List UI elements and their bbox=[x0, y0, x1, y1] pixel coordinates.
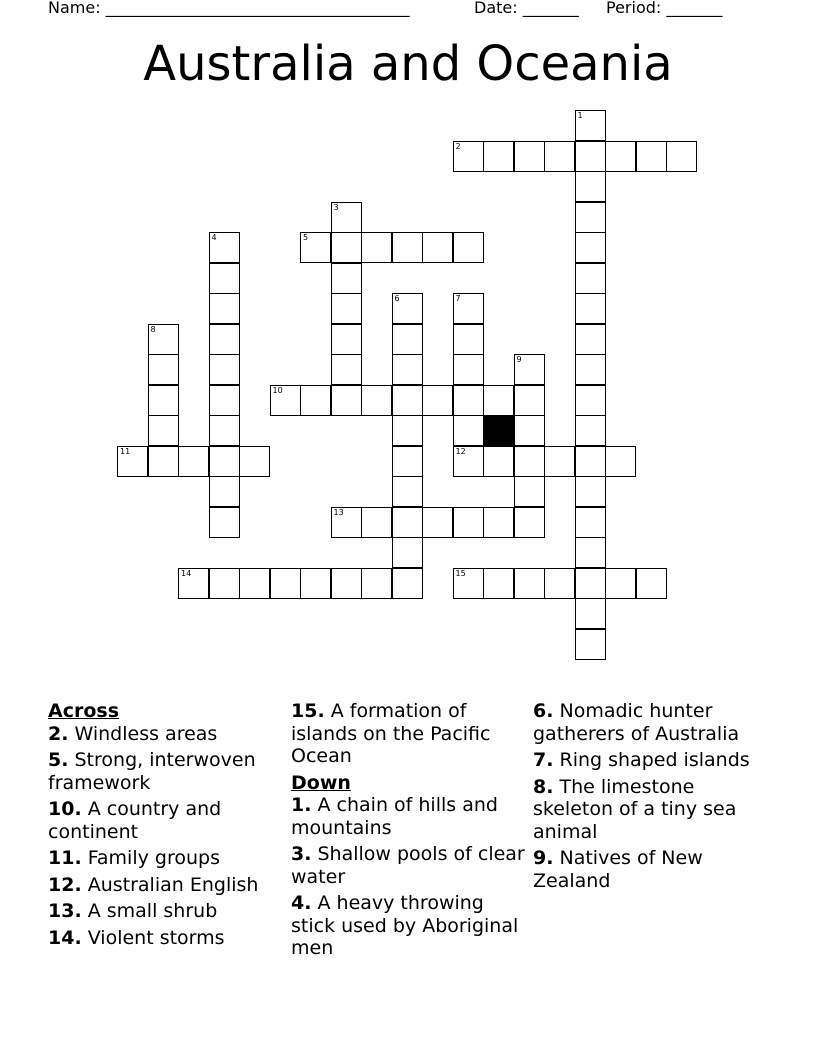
crossword-cell[interactable] bbox=[636, 568, 667, 599]
crossword-cell[interactable] bbox=[514, 446, 545, 477]
crossword-cell[interactable] bbox=[300, 232, 331, 263]
across-clue bbox=[48, 927, 282, 950]
crossword-cell[interactable] bbox=[148, 446, 179, 477]
crossword-cell[interactable] bbox=[392, 415, 423, 446]
crossword-cell[interactable] bbox=[453, 141, 484, 172]
crossword-cell[interactable] bbox=[575, 507, 606, 538]
clue-number: 2 bbox=[455, 141, 461, 151]
crossword-cell[interactable] bbox=[575, 568, 606, 599]
across-clue bbox=[48, 723, 282, 746]
crossword-cell[interactable] bbox=[209, 476, 240, 507]
crossword-cell[interactable] bbox=[300, 385, 331, 416]
clue-text: Natives of New Zealand bbox=[533, 847, 703, 892]
clue-text: A formation of islands on the Pacific Ocean bbox=[291, 700, 491, 767]
clue-number: 13 bbox=[333, 507, 344, 517]
crossword-cell[interactable] bbox=[453, 354, 484, 385]
page-title: Australia and Oceania bbox=[143, 36, 673, 92]
crossword-cell[interactable] bbox=[209, 232, 240, 263]
crossword-cell[interactable] bbox=[575, 324, 606, 355]
crossword-cell[interactable] bbox=[178, 568, 209, 599]
crossword-cell[interactable] bbox=[575, 446, 606, 477]
clues-column-1 bbox=[48, 700, 282, 953]
down-clue bbox=[533, 776, 767, 844]
crossword-cell[interactable] bbox=[270, 385, 301, 416]
clue-label-number: 15. bbox=[291, 700, 325, 722]
clue-label-number: 7. bbox=[533, 749, 554, 771]
down-clue bbox=[533, 749, 767, 772]
crossword-cell[interactable] bbox=[209, 415, 240, 446]
crossword-cell[interactable] bbox=[239, 446, 270, 477]
crossword-cell[interactable] bbox=[117, 446, 148, 477]
crossword-cell[interactable] bbox=[361, 568, 392, 599]
crossword-cell[interactable] bbox=[605, 568, 636, 599]
crossword-cell[interactable] bbox=[453, 293, 484, 324]
crossword-cell[interactable] bbox=[483, 568, 514, 599]
crossword-cell[interactable] bbox=[544, 568, 575, 599]
clue-text: Shallow pools of clear water bbox=[291, 843, 525, 888]
crossword-cell[interactable] bbox=[483, 446, 514, 477]
crossword-cell[interactable] bbox=[392, 507, 423, 538]
clue-label-number: 9. bbox=[533, 847, 554, 869]
crossword-cell[interactable] bbox=[575, 202, 606, 233]
crossword-cell[interactable] bbox=[605, 141, 636, 172]
clue-text: A small shrub bbox=[81, 900, 218, 922]
crossword-cell[interactable] bbox=[300, 568, 331, 599]
clue-text: Australian English bbox=[81, 873, 259, 896]
crossword-cell[interactable] bbox=[422, 232, 453, 263]
crossword-cell[interactable] bbox=[209, 324, 240, 355]
clue-label-number: 6. bbox=[533, 700, 554, 722]
crossword-cell[interactable] bbox=[331, 354, 362, 385]
across-clue bbox=[48, 749, 282, 794]
crossword-cell[interactable] bbox=[392, 232, 423, 263]
crossword-cell[interactable] bbox=[209, 507, 240, 538]
black-square bbox=[483, 415, 514, 446]
crossword-cell[interactable] bbox=[148, 415, 179, 446]
clue-label-number: 11. bbox=[48, 847, 82, 869]
clue-label-number: 14. bbox=[48, 926, 82, 949]
crossword-cell[interactable] bbox=[483, 507, 514, 538]
crossword-cell[interactable] bbox=[422, 385, 453, 416]
down-heading: Down bbox=[291, 771, 351, 794]
across-clue bbox=[48, 847, 282, 870]
crossword-cell[interactable] bbox=[392, 293, 423, 324]
clue-label-number: 1. bbox=[291, 794, 312, 816]
clue-label-number: 12. bbox=[48, 873, 82, 896]
crossword-cell[interactable] bbox=[575, 293, 606, 324]
crossword-cell[interactable] bbox=[514, 141, 545, 172]
clue-text: Windless areas bbox=[68, 722, 218, 745]
crossword-cell[interactable] bbox=[392, 385, 423, 416]
crossword-cell[interactable] bbox=[392, 568, 423, 599]
crossword-cell[interactable] bbox=[575, 598, 606, 629]
crossword-cell[interactable] bbox=[209, 354, 240, 385]
clue-label-number: 8. bbox=[533, 775, 554, 798]
clue-text: Ring shaped islands bbox=[553, 749, 750, 771]
name-field[interactable]: Name: ______________________________________ bbox=[48, 0, 410, 17]
crossword-cell[interactable] bbox=[270, 568, 301, 599]
clue-number: 7 bbox=[455, 294, 461, 303]
crossword-cell[interactable] bbox=[575, 385, 606, 416]
crossword-cell[interactable] bbox=[392, 537, 423, 568]
clue-text: A chain of hills and mountains bbox=[291, 794, 498, 839]
down-clue bbox=[291, 892, 525, 960]
clue-number: 10 bbox=[272, 385, 283, 395]
crossword-cell[interactable] bbox=[453, 446, 484, 477]
crossword-cell[interactable] bbox=[514, 476, 545, 507]
crossword-cell[interactable] bbox=[148, 354, 179, 385]
crossword-cell[interactable] bbox=[575, 141, 606, 172]
crossword-cell[interactable] bbox=[575, 263, 606, 294]
clue-label-number: 4. bbox=[291, 892, 312, 914]
crossword-cell[interactable] bbox=[453, 385, 484, 416]
clue-text: The limestone skeleton of a tiny sea animal bbox=[533, 775, 737, 843]
across-heading: Across bbox=[48, 700, 120, 722]
clue-label-number: 3. bbox=[291, 843, 312, 865]
crossword-cell[interactable] bbox=[575, 232, 606, 263]
crossword-cell[interactable] bbox=[453, 568, 484, 599]
crossword-cell[interactable] bbox=[178, 446, 209, 477]
clue-text: Strong, interwoven framework bbox=[48, 749, 256, 794]
clue-number: 12 bbox=[455, 446, 466, 456]
crossword-cell[interactable] bbox=[514, 415, 545, 446]
crossword-cell[interactable] bbox=[422, 507, 453, 538]
crossword-cell[interactable] bbox=[575, 629, 606, 660]
clue-number: 11 bbox=[120, 446, 131, 456]
crossword-cell[interactable] bbox=[331, 324, 362, 355]
crossword-cell[interactable] bbox=[453, 415, 484, 446]
clue-number: 3 bbox=[333, 202, 339, 212]
clue-number: 8 bbox=[150, 324, 156, 334]
crossword-cell[interactable] bbox=[605, 446, 636, 477]
clue-number: 1 bbox=[577, 111, 583, 120]
down-clue bbox=[291, 843, 525, 888]
crossword-cell[interactable] bbox=[575, 354, 606, 385]
clue-number: 9 bbox=[516, 355, 522, 364]
crossword-cell[interactable] bbox=[514, 354, 545, 385]
crossword-cell[interactable] bbox=[575, 476, 606, 507]
clue-number: 15 bbox=[455, 568, 466, 578]
crossword-cell[interactable] bbox=[331, 568, 362, 599]
crossword-cell[interactable] bbox=[148, 385, 179, 416]
period-field[interactable]: Period: _______ bbox=[606, 0, 723, 17]
crossword-cell[interactable] bbox=[331, 293, 362, 324]
clue-text: Nomadic hunter gatherers of Australia bbox=[533, 700, 740, 745]
crossword-cell[interactable] bbox=[544, 141, 575, 172]
clue-number: 5 bbox=[303, 233, 309, 242]
crossword-cell[interactable] bbox=[392, 324, 423, 355]
crossword-cell[interactable] bbox=[392, 476, 423, 507]
across-clue bbox=[291, 700, 525, 768]
crossword-cell[interactable] bbox=[575, 171, 606, 202]
across-clue bbox=[48, 900, 282, 923]
across-clue bbox=[48, 874, 282, 897]
clue-text: A heavy throwing stick used by Aboriginal men bbox=[291, 892, 519, 959]
across-clue bbox=[48, 798, 282, 843]
clue-text: Violent storms bbox=[81, 926, 225, 949]
down-clue bbox=[533, 847, 767, 892]
crossword-cell[interactable] bbox=[483, 385, 514, 416]
crossword-cell[interactable] bbox=[392, 446, 423, 477]
crossword-cell[interactable] bbox=[331, 232, 362, 263]
crossword-cell[interactable] bbox=[453, 507, 484, 538]
crossword-cell[interactable] bbox=[575, 415, 606, 446]
down-clue bbox=[533, 700, 767, 745]
crossword-cell[interactable] bbox=[209, 385, 240, 416]
crossword-cell[interactable] bbox=[209, 446, 240, 477]
crossword-cell[interactable] bbox=[361, 385, 392, 416]
crossword-cell[interactable] bbox=[514, 385, 545, 416]
crossword-cell[interactable] bbox=[636, 141, 667, 172]
crossword-cell[interactable] bbox=[453, 232, 484, 263]
crossword-cell[interactable] bbox=[331, 507, 362, 538]
crossword-cell[interactable] bbox=[575, 537, 606, 568]
date-field[interactable]: Date: _______ bbox=[474, 0, 579, 17]
down-clue bbox=[291, 794, 525, 839]
crossword-cell[interactable] bbox=[361, 507, 392, 538]
crossword-cell[interactable] bbox=[483, 141, 514, 172]
crossword-cell[interactable] bbox=[666, 141, 697, 172]
crossword-cell[interactable] bbox=[209, 293, 240, 324]
crossword-cell[interactable] bbox=[361, 232, 392, 263]
crossword-cell[interactable] bbox=[514, 507, 545, 538]
crossword-cell[interactable] bbox=[239, 568, 270, 599]
crossword-cell[interactable] bbox=[209, 263, 240, 294]
crossword-cell[interactable] bbox=[544, 446, 575, 477]
clue-label-number: 5. bbox=[48, 749, 69, 771]
crossword-cell[interactable] bbox=[514, 568, 545, 599]
crossword-cell[interactable] bbox=[148, 324, 179, 355]
clue-number: 4 bbox=[211, 233, 217, 242]
crossword-cell[interactable] bbox=[331, 385, 362, 416]
clue-text: Family groups bbox=[81, 847, 220, 869]
crossword-cell[interactable] bbox=[392, 354, 423, 385]
clues-column-2 bbox=[291, 700, 525, 964]
crossword-cell[interactable] bbox=[453, 324, 484, 355]
clue-text: A country and continent bbox=[48, 798, 222, 843]
clue-label-number: 10. bbox=[48, 798, 82, 820]
clue-label-number: 13. bbox=[48, 900, 82, 922]
crossword-cell[interactable] bbox=[209, 568, 240, 599]
crossword-cell[interactable] bbox=[331, 202, 362, 233]
clue-number: 6 bbox=[394, 294, 400, 303]
clue-label-number: 2. bbox=[48, 722, 69, 745]
clues-column-3 bbox=[533, 700, 767, 896]
crossword-cell[interactable] bbox=[331, 263, 362, 294]
clue-number: 14 bbox=[181, 568, 192, 578]
crossword-cell[interactable] bbox=[575, 110, 606, 141]
